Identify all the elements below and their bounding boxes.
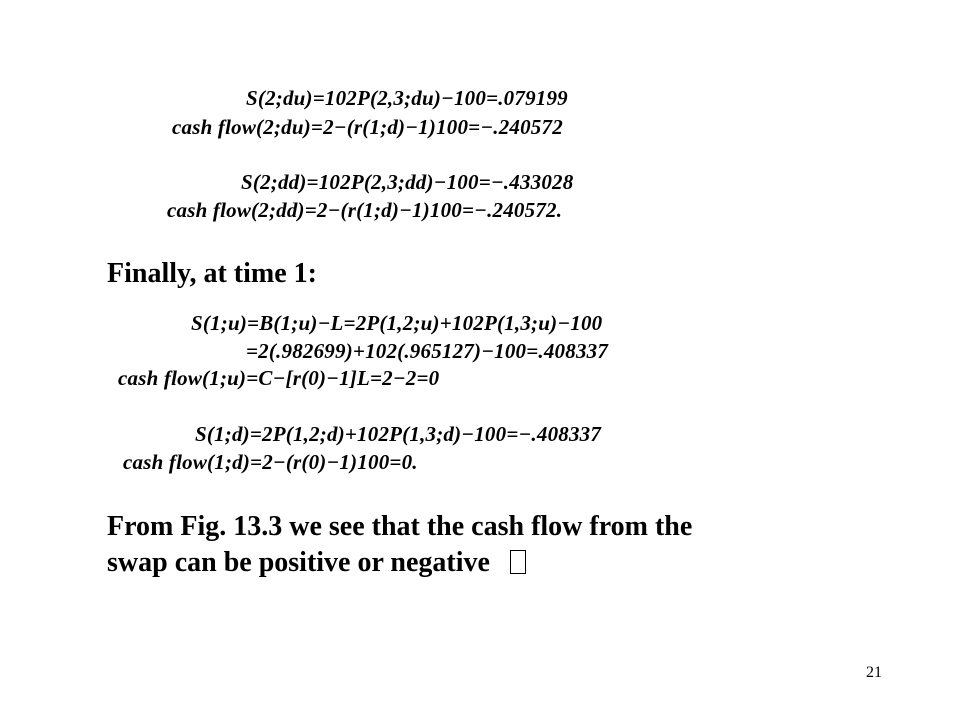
equation-s2-du: S(2;du)=102P(2,3;du)−100=.079199	[246, 86, 568, 110]
missing-glyph-box-icon	[510, 550, 526, 574]
section-heading: Finally, at time 1:	[107, 258, 317, 289]
conclusion-line-1: From Fig. 13.3 we see that the cash flow from the	[107, 511, 693, 542]
equation-s2-dd: S(2;dd)=102P(2,3;dd)−100=−.433028	[241, 170, 574, 194]
equation-s1-u: S(1;u)=B(1;u)−L=2P(1,2;u)+102P(1,3;u)−100	[191, 311, 603, 335]
equation-cashflow1-d: cash flow(1;d)=2−(r(0)−1)100=0.	[123, 450, 418, 474]
page-number: 21	[866, 664, 882, 681]
equation-cashflow2-du: cash flow(2;du)=2−(r(1;d)−1)100=−.240572	[172, 115, 563, 139]
equation-cashflow1-u: cash flow(1;u)=C−[r(0)−1]L=2−2=0	[118, 366, 440, 390]
conclusion-line-2	[107, 545, 692, 581]
equation-s1-d: S(1;d)=2P(1,2;d)+102P(1,3;d)−100=−.408337	[195, 422, 602, 446]
equation-cashflow2-dd: cash flow(2;dd)=2−(r(1;d)−1)100=−.240572.	[167, 198, 563, 222]
conclusion-line-2-text: swap can be positive or negative	[107, 547, 490, 578]
equation-s1-u-continued: =2(.982699)+102(.965127)−100=.408337	[246, 339, 609, 363]
conclusion-paragraph	[107, 509, 692, 581]
